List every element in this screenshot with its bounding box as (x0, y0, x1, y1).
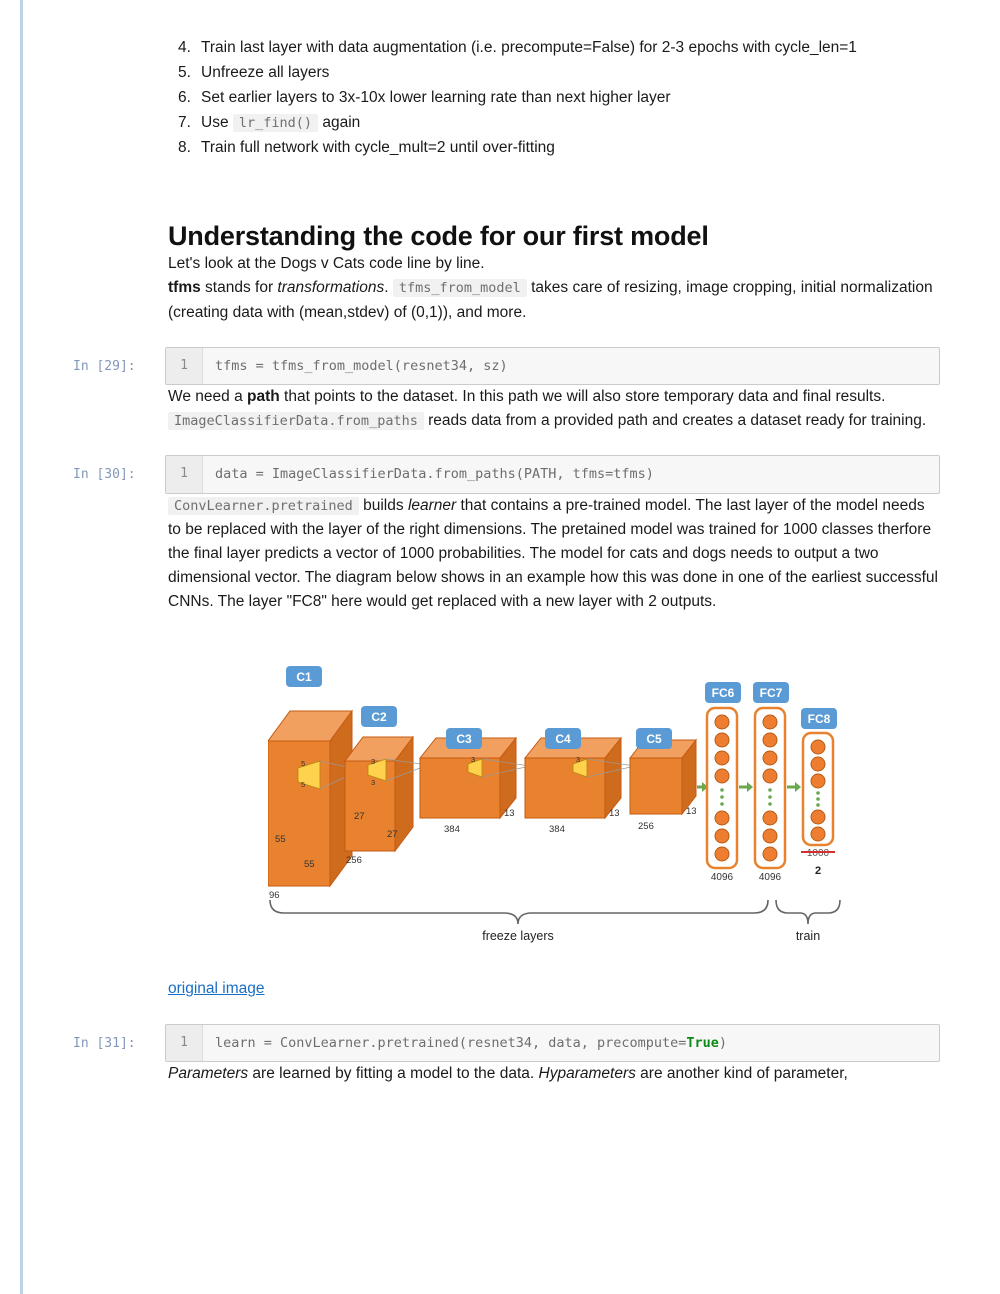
dim-label: 55 (275, 834, 286, 846)
list-item-text: Train last layer with data augmentation (i.e. precompute=False) for 2-3 epochs with cycle_len=1 (201, 39, 857, 56)
italic-text: Hyparameters (538, 1065, 636, 1083)
brace-train (776, 900, 840, 943)
kernel-size-label: 5 (301, 780, 306, 790)
freeze-layers-label: freeze layers (482, 929, 554, 944)
keyword-true: True (686, 1034, 719, 1051)
dim-label: 13 (504, 808, 515, 820)
code-cell-31 (73, 1024, 940, 1063)
conv-block-c4 (525, 738, 635, 835)
cnn-diagram-svg (268, 666, 853, 951)
conv-block-c5 (630, 740, 697, 832)
dim-label: 256 (346, 855, 362, 867)
fc-column-fc7 (755, 708, 785, 883)
svg-text:FC6: FC6 (711, 686, 735, 701)
dim-label: 27 (387, 829, 398, 841)
paragraph-tfms: tfms stands for transformations. tfms_from_model takes care of resizing, image cropping, initial normalization (creating data with (mean,stdev) of (0,1)), and more. (168, 279, 933, 321)
inline-code: tfms_from_model (393, 279, 527, 297)
dim-label: 27 (354, 811, 365, 823)
input-prompt: In [30]: (73, 467, 136, 483)
italic-text: Parameters (168, 1065, 249, 1083)
dim-label: 384 (549, 824, 565, 836)
svg-text:C1: C1 (296, 670, 312, 685)
cnn-diagram (268, 666, 853, 959)
paragraph-path: We need a path that points to the dataset. In this path we will also store temporary data and final results. ImageClassifierData.from_paths reads data from a provided path and creates a dataset ready for training. (168, 388, 927, 430)
label-tag-c4 (545, 728, 581, 749)
kernel-size-label: 5 (301, 759, 306, 769)
svg-text:C4: C4 (555, 732, 571, 747)
line-number: 1 (166, 1025, 203, 1062)
fc-column-fc8 (801, 733, 835, 877)
dim-label: 256 (638, 821, 654, 833)
label-tag-fc7 (753, 682, 789, 703)
svg-text:FC8: FC8 (807, 712, 831, 727)
list-item-number: 7. (178, 114, 191, 132)
code-input-area[interactable] (165, 347, 940, 386)
code-line[interactable]: learn = ConvLearner.pretrained(resnet34, data, precompute=True) (215, 1034, 728, 1051)
svg-text:C5: C5 (646, 732, 662, 747)
code-input-area[interactable] (165, 1024, 940, 1063)
dim-label: 4096 (710, 872, 734, 884)
list-item-text: Set earlier layers to 3x-10x lower learning rate than next higher layer (201, 89, 671, 107)
dim-label: 55 (304, 859, 315, 871)
kernel-size-label: 3 (371, 757, 376, 767)
svg-text:C3: C3 (456, 732, 472, 747)
inline-code: ConvLearner.pretrained (168, 497, 359, 515)
label-tag-c5 (636, 728, 672, 749)
italic-text: transformations (277, 279, 385, 297)
list-item (178, 111, 940, 135)
bold-text: path (247, 388, 280, 406)
italic-text: learner (407, 497, 457, 515)
dim-label: 13 (609, 808, 620, 820)
conv-block-c2 (345, 737, 428, 866)
link-row (168, 977, 940, 1001)
line-number: 1 (166, 348, 203, 385)
brace-freeze-layers (270, 900, 768, 943)
list-item (178, 136, 940, 160)
code-cell-29 (73, 347, 940, 386)
input-prompt: In [31]: (73, 1035, 136, 1051)
dim-label: 13 (686, 806, 697, 818)
fc8-old-outputs-label: 1000 (806, 848, 830, 860)
label-tag-c1 (286, 666, 322, 687)
line-number: 1 (166, 456, 203, 493)
kernel-size-label: 3 (371, 778, 376, 788)
arrow-fc6-fc7-icon (739, 782, 753, 792)
conv-block-c3 (420, 738, 530, 835)
kernel-size-label: 3 (471, 755, 476, 765)
list-item-number: 4. (178, 39, 191, 56)
paragraph-intro: Let's look at the Dogs v Cats code line by line. (168, 255, 485, 273)
inline-code: lr_find() (233, 114, 318, 132)
list-item-number: 6. (178, 89, 191, 107)
code-line[interactable]: tfms = tfms_from_model(resnet34, sz) (215, 357, 508, 374)
bold-text: tfms (168, 279, 201, 297)
inline-code: ImageClassifierData.from_paths (168, 412, 424, 430)
label-tag-c3 (446, 728, 482, 749)
fc-column-fc6 (707, 708, 737, 883)
input-prompt: In [29]: (73, 358, 136, 374)
train-label: train (795, 929, 821, 944)
dim-label: 4096 (758, 872, 782, 884)
code-input-area[interactable] (165, 455, 940, 494)
svg-text:C2: C2 (371, 710, 387, 725)
section-heading: Understanding the code for our first model (168, 221, 709, 252)
list-item-text: Train full network with cycle_mult=2 until over-fitting (201, 139, 555, 157)
kernel-size-label: 3 (576, 755, 581, 765)
paragraph-convlearner: ConvLearner.pretrained builds learner that contains a pre-trained model. The last layer of the model needs to be replaced with the layer of the right dimensions. The pretained model was trained for 1000 classes therfore the final layer predicts a vector of 1000 probabilities. The model for cats and dogs needs to output a two dimensional vector. The diagram below shows in an example how this was done in one of the earliest successful CNNs. The layer "FC8" here would get replaced with a new layer with 2 outputs. (168, 497, 938, 611)
label-tag-c2 (361, 706, 397, 727)
dim-label: 96 (269, 890, 280, 902)
arrow-fc7-fc8-icon (787, 782, 801, 792)
original-image-link[interactable]: original image (168, 980, 265, 998)
svg-text:FC7: FC7 (759, 686, 783, 701)
dim-label: 384 (444, 824, 460, 836)
list-item-text: Use lr_find() again (201, 114, 361, 132)
list-item (178, 61, 940, 85)
list-item-text: Unfreeze all layers (201, 64, 330, 82)
list-item (178, 36, 940, 60)
list-item-number: 5. (178, 64, 191, 82)
label-tag-fc8 (801, 708, 837, 729)
list-item-number: 8. (178, 139, 191, 157)
paragraph-parameters: Parameters are learned by fitting a model to the data. Hyparameters are another kind of parameter, (168, 1065, 848, 1083)
label-tag-fc6 (705, 682, 741, 703)
code-cell-30 (73, 455, 940, 494)
steps-list (0, 36, 1000, 160)
left-border-rule (20, 0, 23, 1294)
list-item (178, 86, 940, 110)
fc8-new-outputs-label: 2 (814, 865, 822, 878)
code-line[interactable]: data = ImageClassifierData.from_paths(PATH, tfms=tfms) (215, 466, 654, 483)
